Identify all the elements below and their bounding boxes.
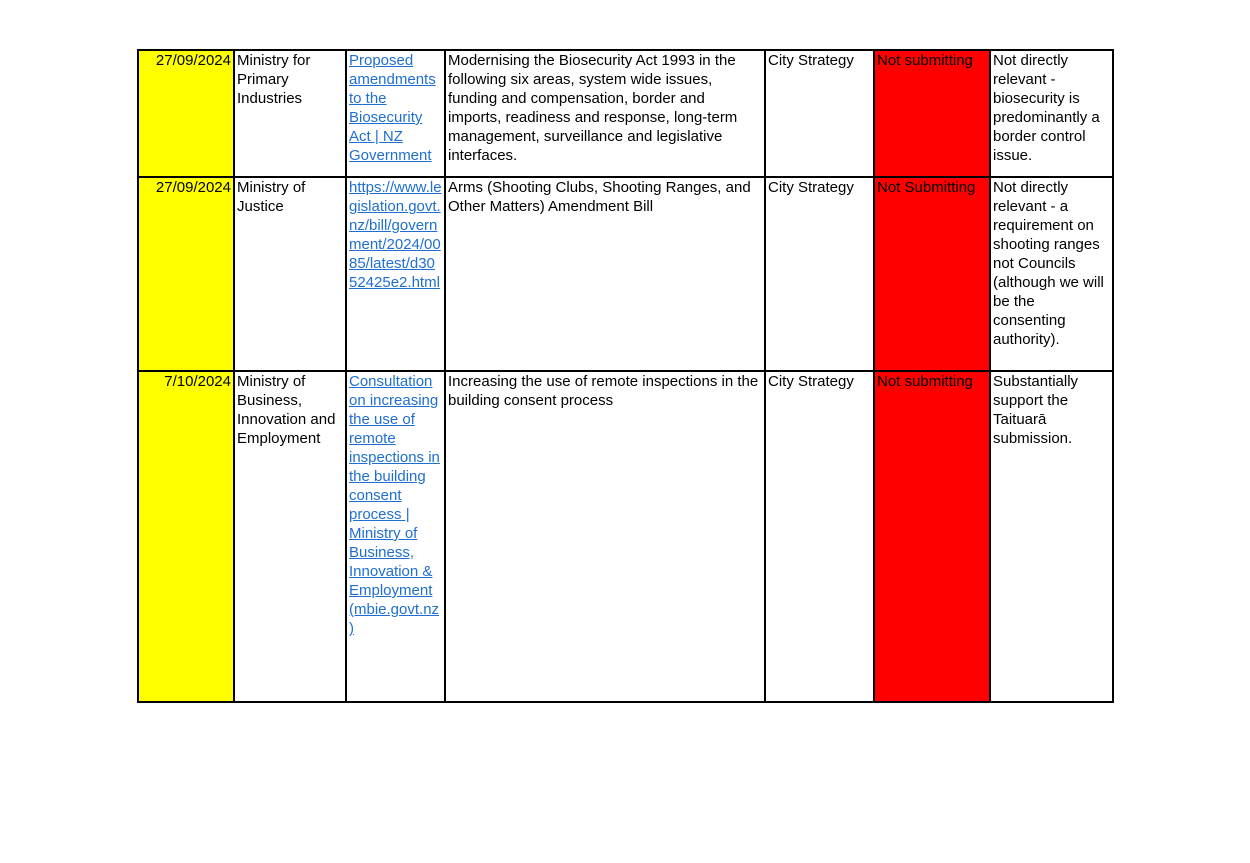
owner-cell: City Strategy (765, 177, 874, 371)
status-cell: Not Submitting (874, 177, 990, 371)
link-cell (346, 177, 445, 371)
agency-cell: Ministry for Primary Industries (234, 50, 346, 177)
date-cell: 7/10/2024 (138, 371, 234, 702)
agency-cell: Ministry of Business, Innovation and Employment (234, 371, 346, 702)
consultation-link[interactable]: Consultation on increasing the use of remote inspections in the building consent process | Ministry of Business, Innovation & Employment (mbie.govt.nz) (349, 373, 440, 637)
link-cell (346, 371, 445, 702)
owner-cell: City Strategy (765, 50, 874, 177)
comment-cell: Substantially support the Taituarā submission. (990, 371, 1113, 702)
comment-cell: Not directly relevant - biosecurity is predominantly a border control issue. (990, 50, 1113, 177)
status-cell: Not submitting (874, 371, 990, 702)
table-row (138, 371, 1113, 702)
date-cell: 27/09/2024 (138, 177, 234, 371)
comment-cell: Not directly relevant - a requirement on shooting ranges not Councils (although we will be the consenting authority). (990, 177, 1113, 371)
description-cell: Increasing the use of remote inspections in the building consent process (445, 371, 765, 702)
status-cell: Not submitting (874, 50, 990, 177)
owner-cell: City Strategy (765, 371, 874, 702)
date-cell: 27/09/2024 (138, 50, 234, 177)
description-cell: Arms (Shooting Clubs, Shooting Ranges, and Other Matters) Amendment Bill (445, 177, 765, 371)
agency-cell: Ministry of Justice (234, 177, 346, 371)
table-row (138, 177, 1113, 371)
table-row (138, 50, 1113, 177)
description-cell: Modernising the Biosecurity Act 1993 in the following six areas, system wide issues, funding and compensation, border and imports, readiness and response, long-term management, surveillance and legislative interfaces. (445, 50, 765, 177)
consultations-table (137, 49, 1114, 703)
link-cell (346, 50, 445, 177)
consultation-link[interactable]: https://www.legislation.govt.nz/bill/government/2024/0085/latest/d3052425e2.html (349, 179, 442, 291)
consultation-link[interactable]: Proposed amendments to the Biosecurity Act | NZ Government (349, 52, 436, 164)
